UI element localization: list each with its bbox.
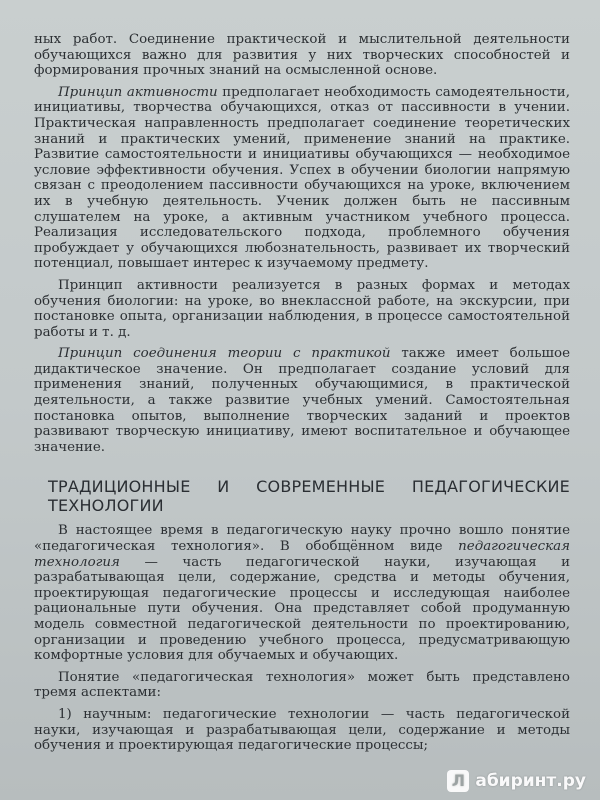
- defined-term: педагогическая технология: [34, 539, 570, 570]
- paragraph: [34, 346, 570, 455]
- watermark-text: абиринт.ру: [475, 771, 586, 791]
- paragraph: [34, 32, 570, 79]
- paragraph: [34, 85, 570, 272]
- labirint-logo-icon: Л: [447, 770, 469, 792]
- principle-term: Принцип соединения теории с практикой: [58, 346, 391, 362]
- labirint-watermark: [447, 770, 586, 792]
- paragraph-text: Принцип активности реализуется в разных формах и методах обучения биологии: на уроке, во внеклассной работе, на экскурсии, при постановке опыта, организации наблюдения, в процессе самостоятельной работы и т. д.: [34, 277, 570, 340]
- paragraph: [34, 670, 570, 701]
- paragraph-text: ных работ. Соединение практической и мыслительной деятельности обучающихся важно для развития у них творческих способностей и формирования прочных знаний на осмысленной основе.: [34, 32, 570, 79]
- paragraph-text: Понятие «педагогическая технология» может быть представлено тремя аспектами:: [34, 669, 570, 701]
- list-item: [34, 707, 570, 754]
- paragraph-text: — часть педагогической науки, изучающая и разрабатывающая цели, содержание, средства и методы обучения, проектирующая педагогические процессы и исследующая наиболее рациональные пути обучения. Она представляет собой продуманную модель совместной педагогической деятельности по проектированию, организации и проведению учебного процесса, предусматривающую комфортные условия для обучаемых и обучающих.: [34, 554, 570, 664]
- paragraph-text: В настоящее время в педагогическую науку прочно вошло понятие «педагогическая технология». В обобщённом виде: [34, 523, 570, 555]
- paragraph-text: 1) научным: педагогические технологии — часть педагогической науки, изучающая и разрабатывающая цели, содержание и методы обучения и проектирующая педагогические процессы;: [34, 706, 570, 754]
- section-heading: ТРАДИЦИОННЫЕ И СОВРЕМЕННЫЕ ПЕДАГОГИЧЕСКИЕ ТЕХНОЛОГИИ: [48, 477, 570, 516]
- paragraph: [34, 278, 570, 340]
- paragraph-text: предполагает необходимость самодеятельности, инициативы, творчества обучающихся, отказ от пассивности в учении. Практическая направленность предполагает соединение теоретических знаний и практических умений, применение знаний на практике. Развитие самостоятельности и инициативы обучающихся — необходимое условие эффективности обучения. Успех в обучении биологии напрямую связан с преодолением пассивности обучающихся на уроке, включением их в учебную деятельность. Ученик должен быть не пассивным слушателем на уроке, а активным участником учебного процесса. Реализация исследовательского подхода, проблемного обучения пробуждает у обучающихся любознательность, развивает их творческий потенциал, повышает интерес к изучаемому предмету.: [34, 84, 570, 272]
- paragraph-text: также имеет большое дидактическое значение. Он предполагает создание условий для применения знаний, полученных обучающимися, в практической деятельности, а также развитие учебных умений. Самостоятельная постановка опытов, выполнение творческих заданий и проектов развивают творческую инициативу, имеют воспитательное и обучающее значение.: [34, 346, 570, 455]
- paragraph: [34, 523, 570, 663]
- principle-term: Принцип активности: [58, 84, 218, 100]
- text-column: [34, 32, 570, 760]
